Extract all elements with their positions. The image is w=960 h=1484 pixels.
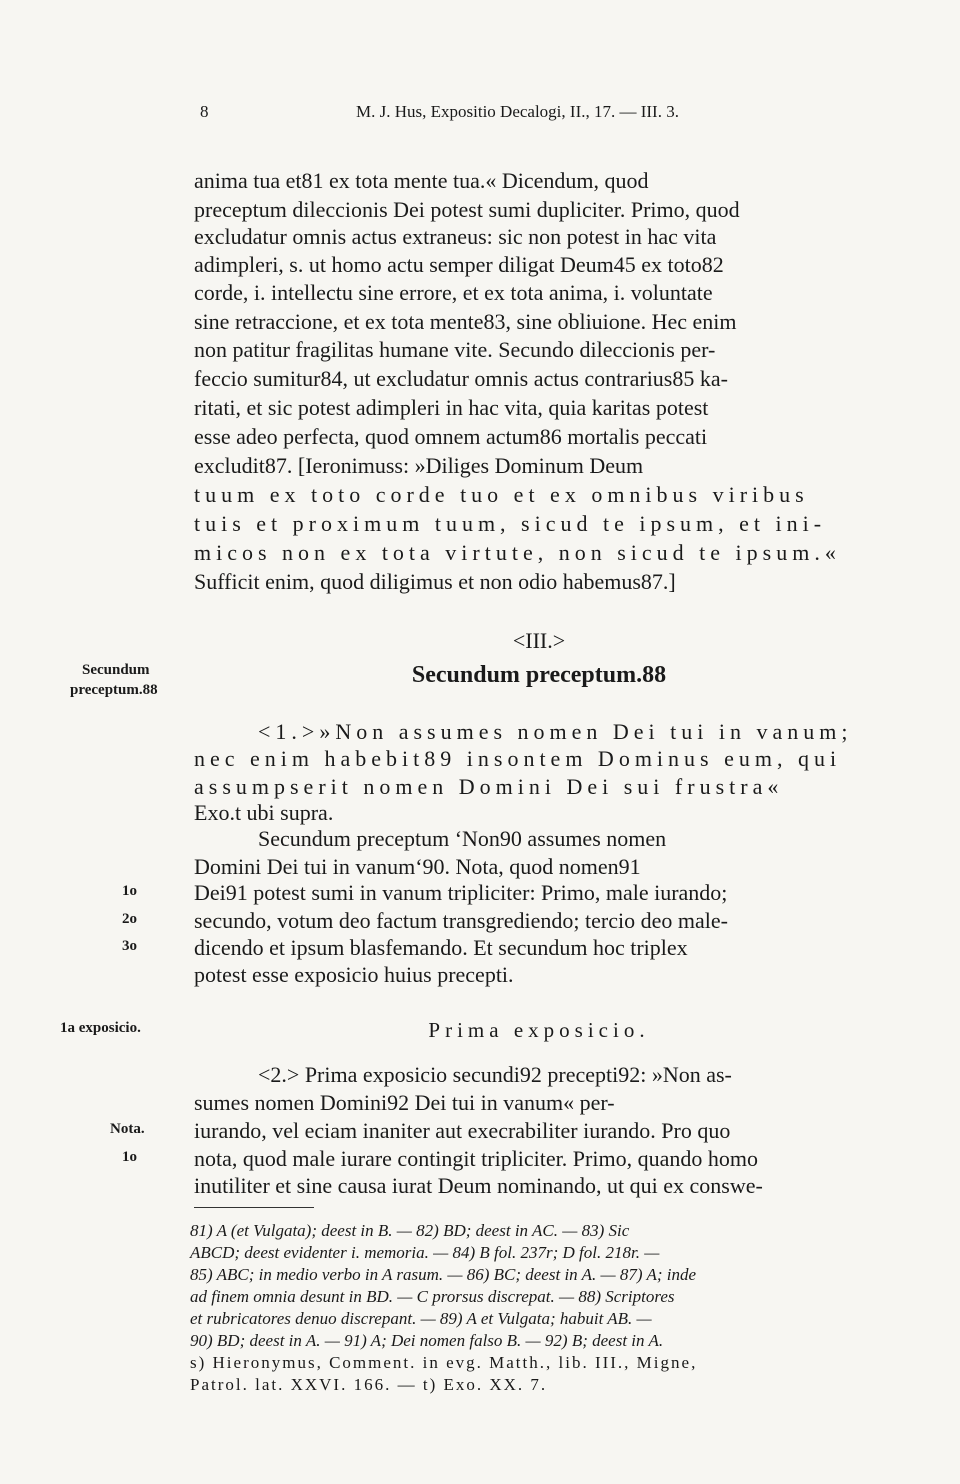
- text-line: <1.>»Non assumes nomen Dei tui in vanum;: [258, 719, 853, 744]
- text-line: non patitur fragilitas humane vite. Secundo dileccionis per-: [194, 337, 716, 362]
- footnote-line: Patrol. lat. XXVI. 166. — t) Exo. XX. 7.: [190, 1375, 548, 1394]
- text-line: micos non ex tota virtute, non sicud te ipsum.«: [194, 540, 841, 565]
- text-line: iurando, vel eciam inaniter aut execrabiliter iurando. Pro quo: [194, 1118, 731, 1143]
- text-line: potest esse exposicio huius precepti.: [194, 962, 514, 987]
- margin-number: 1o: [122, 1149, 137, 1165]
- text-line: dicendo et ipsum blasfemando. Et secundum hoc triplex: [194, 935, 688, 960]
- margin-title: preceptum.88: [70, 682, 158, 698]
- text-line: Secundum preceptum ‘Non90 assumes nomen: [258, 826, 667, 851]
- margin-number: 3o: [122, 938, 137, 954]
- footnote-rule: [194, 1207, 314, 1208]
- text-line: adimpleri, s. ut homo actu semper diligat Deum45 ex toto82: [194, 252, 724, 277]
- section-title: Secundum preceptum.88: [411, 662, 667, 688]
- text-line: excludit87. [Ieronimuss: »Diliges Dominum Deum: [194, 453, 644, 478]
- running-title: M. J. Hus, Expositio Decalogi, II., 17. — III. 3.: [356, 102, 679, 121]
- text-line: Dei91 potest sumi in vanum tripliciter: Primo, male iurando;: [194, 880, 728, 905]
- text-line: tuum ex toto corde tuo et ex omnibus viribus: [194, 482, 809, 507]
- text-line: Domini Dei tui in vanum‘90. Nota, quod nomen91: [194, 854, 641, 879]
- text-line: Exo.t ubi supra.: [194, 800, 334, 825]
- footnote-line: ad finem omnia desunt in BD. — C prorsus discrepat. — 88) Scriptores: [190, 1287, 675, 1306]
- text-line: sine retraccione, et ex tota mente83, sine obliuione. Hec enim: [194, 309, 737, 334]
- text-line: nota, quod male iurare contingit tripliciter. Primo, quando homo: [194, 1146, 758, 1171]
- subsection-title: Prima exposicio.: [428, 1018, 650, 1042]
- section-number: <III.>: [512, 628, 566, 653]
- footnote-line: s) Hieronymus, Comment. in evg. Matth., lib. III., Migne,: [190, 1353, 698, 1372]
- text-line: inutiliter et sine causa iurat Deum nominando, ut qui ex conswe-: [194, 1173, 763, 1198]
- text-line: anima tua et81 ex tota mente tua.« Dicendum, quod: [194, 168, 649, 193]
- footnote-line: ABCD; deest evidenter i. memoria. — 84) B fol. 237r; D fol. 218r. —: [190, 1243, 660, 1262]
- margin-number: 2o: [122, 911, 137, 927]
- text-line: assumpserit nomen Domini Dei sui frustra«: [194, 774, 784, 799]
- text-line: nec enim habebit89 insontem Dominus eum, qui: [194, 746, 842, 771]
- text-line: excludatur omnis actus extraneus: sic non potest in hac vita: [194, 224, 717, 249]
- text-line: esse adeo perfecta, quod omnem actum86 mortalis peccati: [194, 424, 708, 449]
- text-line: sumes nomen Domini92 Dei tui in vanum« per-: [194, 1090, 615, 1115]
- text-line: secundo, votum deo factum transgrediendo; tercio deo male-: [194, 908, 728, 933]
- text-line: corde, i. intellectu sine errore, et ex tota anima, i. voluntate: [194, 280, 713, 305]
- footnote-line: 90) BD; deest in A. — 91) A; Dei nomen falso B. — 92) B; deest in A.: [190, 1331, 664, 1350]
- text-line: Sufficit enim, quod diligimus et non odio habemus87.]: [194, 569, 676, 594]
- margin-title: Secundum: [82, 662, 150, 678]
- page-number: 8: [200, 102, 209, 121]
- text-line: preceptum dileccionis Dei potest sumi dupliciter. Primo, quod: [194, 197, 740, 222]
- margin-subsection: 1a exposicio.: [60, 1020, 141, 1036]
- footnote-line: et rubricatores denuo discrepant. — 89) A et Vulgata; habuit AB. —: [190, 1309, 652, 1328]
- text-line: <2.> Prima exposicio secundi92 precepti92: »Non as-: [258, 1062, 732, 1087]
- text-line: feccio sumitur84, ut excludatur omnis actus contrarius85 ka-: [194, 366, 728, 391]
- text-line: ritati, et sic potest adimpleri in hac vita, quia karitas potest: [194, 395, 709, 420]
- footnote-line: 85) ABC; in medio verbo in A rasum. — 86) BC; deest in A. — 87) A; inde: [190, 1265, 697, 1284]
- text-line: tuis et proximum tuum, sicud te ipsum, et ini-: [194, 511, 827, 536]
- footnote-line: 81) A (et Vulgata); deest in B. — 82) BD; deest in AC. — 83) Sic: [190, 1221, 630, 1240]
- margin-nota: Nota.: [110, 1121, 145, 1137]
- margin-number: 1o: [122, 883, 137, 899]
